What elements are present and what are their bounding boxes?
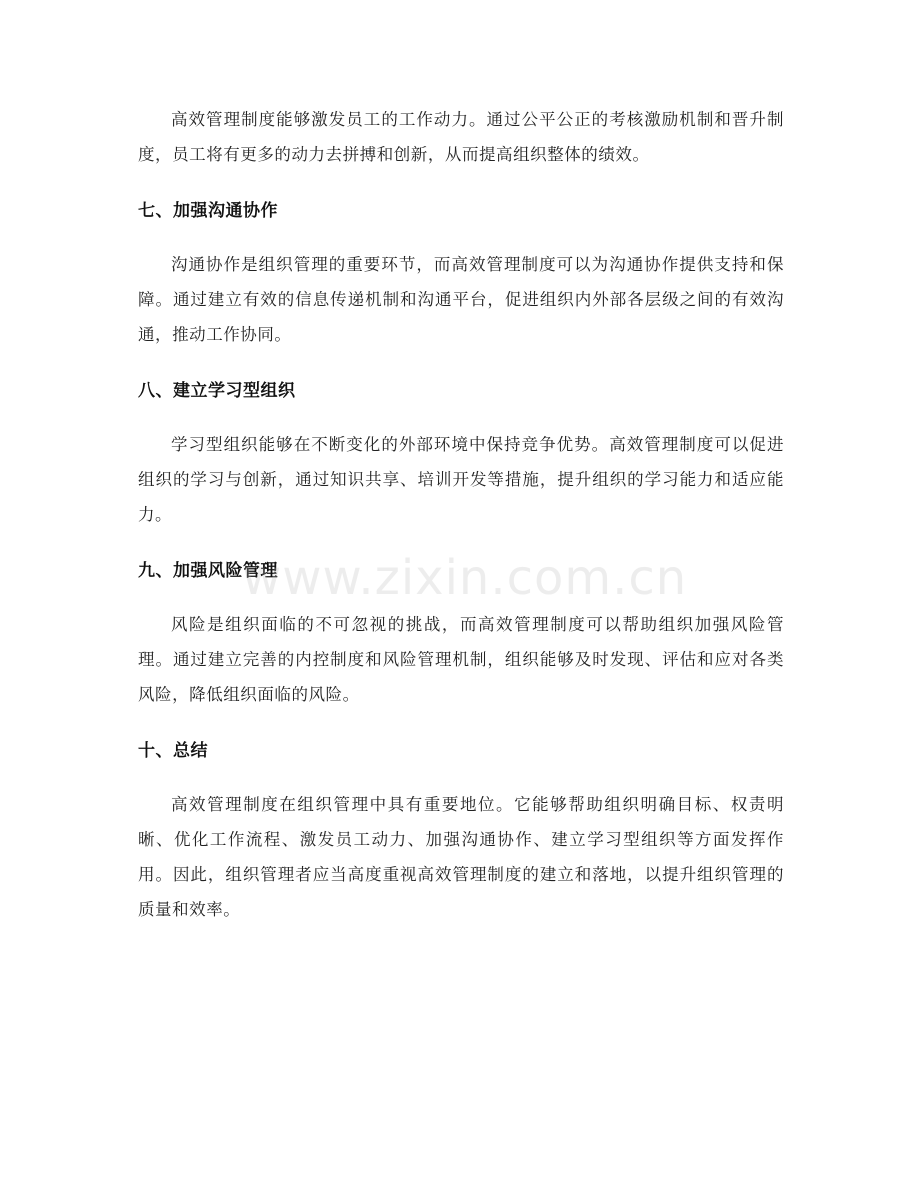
section-heading-8: 八、建立学习型组织 bbox=[138, 381, 296, 401]
section-heading-9: 九、加强风险管理 bbox=[138, 561, 278, 581]
spacer bbox=[138, 589, 784, 607]
section-paragraph-7: 沟通协作是组织管理的重要环节，而高效管理制度可以为沟通协作提供支持和保障。通过建立有效的信息传递机制和沟通平台，促进组织内外部各层级之间的有效沟通，推动工作协同。 bbox=[138, 255, 784, 344]
section-paragraph-8: 学习型组织能够在不断变化的外部环境中保持竞争优势。高效管理制度可以促进组织的学习与创新，通过知识共享、培训开发等措施，提升组织的学习能力和适应能力。 bbox=[138, 435, 784, 524]
section-heading-10: 十、总结 bbox=[138, 741, 208, 761]
section-paragraph-9: 风险是组织面临的不可忽视的挑战，而高效管理制度可以帮助组织加强风险管理。通过建立完善的内控制度和风险管理机制，组织能够及时发现、评估和应对各类风险，降低组织面临的风险。 bbox=[138, 615, 784, 704]
spacer bbox=[138, 769, 784, 787]
document-body bbox=[138, 102, 784, 927]
watermark: www.zixin.com.cn bbox=[242, 550, 688, 606]
spacer bbox=[138, 352, 784, 374]
section-paragraph-10: 高效管理制度在组织管理中具有重要地位。它能够帮助组织明确目标、权责明晰、优化工作流程、激发员工动力、加强沟通协作、建立学习型组织等方面发挥作用。因此，组织管理者应当高度重视高效管理制度的建立和落地，以提升组织管理的质量和效率。 bbox=[138, 795, 784, 919]
spacer bbox=[138, 712, 784, 734]
section-heading-7: 七、加强沟通协作 bbox=[138, 201, 278, 221]
spacer bbox=[138, 409, 784, 427]
spacer bbox=[138, 172, 784, 194]
intro-paragraph: 高效管理制度能够激发员工的工作动力。通过公平公正的考核激励机制和晋升制度，员工将有更多的动力去拼搏和创新，从而提高组织整体的绩效。 bbox=[138, 110, 784, 164]
spacer bbox=[138, 229, 784, 247]
spacer bbox=[138, 532, 784, 554]
